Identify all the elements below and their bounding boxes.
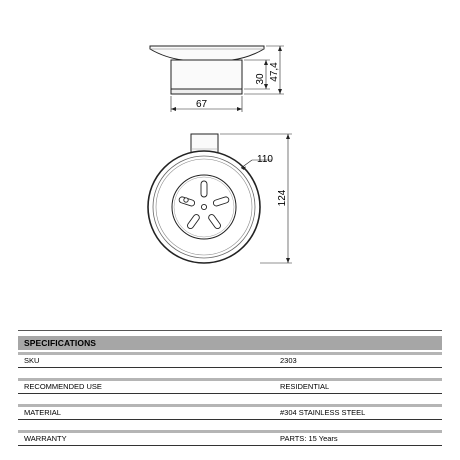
spec-label: MATERIAL <box>24 408 61 417</box>
spec-value: PARTS: 15 Years <box>280 434 338 443</box>
dim-width-67: 67 <box>196 99 208 110</box>
dim-height-30: 30 <box>255 73 266 85</box>
top-divider <box>18 330 442 331</box>
spec-label: WARRANTY <box>24 434 67 443</box>
spec-value: #304 STAINLESS STEEL <box>280 408 366 417</box>
specifications-table <box>18 330 442 454</box>
spec-row-recommended-use <box>18 376 442 402</box>
row-underline <box>18 367 442 368</box>
dim-height-124: 124 <box>277 189 288 207</box>
spec-row-warranty <box>18 428 442 454</box>
row-bar <box>18 352 442 355</box>
dim-height-47-4: 47,4 <box>269 62 280 82</box>
spec-value: 2303 <box>280 356 297 365</box>
spec-label: SKU <box>24 356 40 365</box>
row-bar <box>18 404 442 407</box>
row-bar <box>18 430 442 433</box>
spec-label: RECOMMENDED USE <box>24 382 102 391</box>
row-underline <box>18 445 442 446</box>
specifications-title: SPECIFICATIONS <box>18 336 442 350</box>
spec-row-sku <box>18 350 442 376</box>
row-underline <box>18 393 442 394</box>
row-underline <box>18 419 442 420</box>
spec-value: RESIDENTIAL <box>280 382 330 391</box>
dim-diameter-110: 110 <box>257 154 273 165</box>
row-bar <box>18 378 442 381</box>
spec-row-material <box>18 402 442 428</box>
